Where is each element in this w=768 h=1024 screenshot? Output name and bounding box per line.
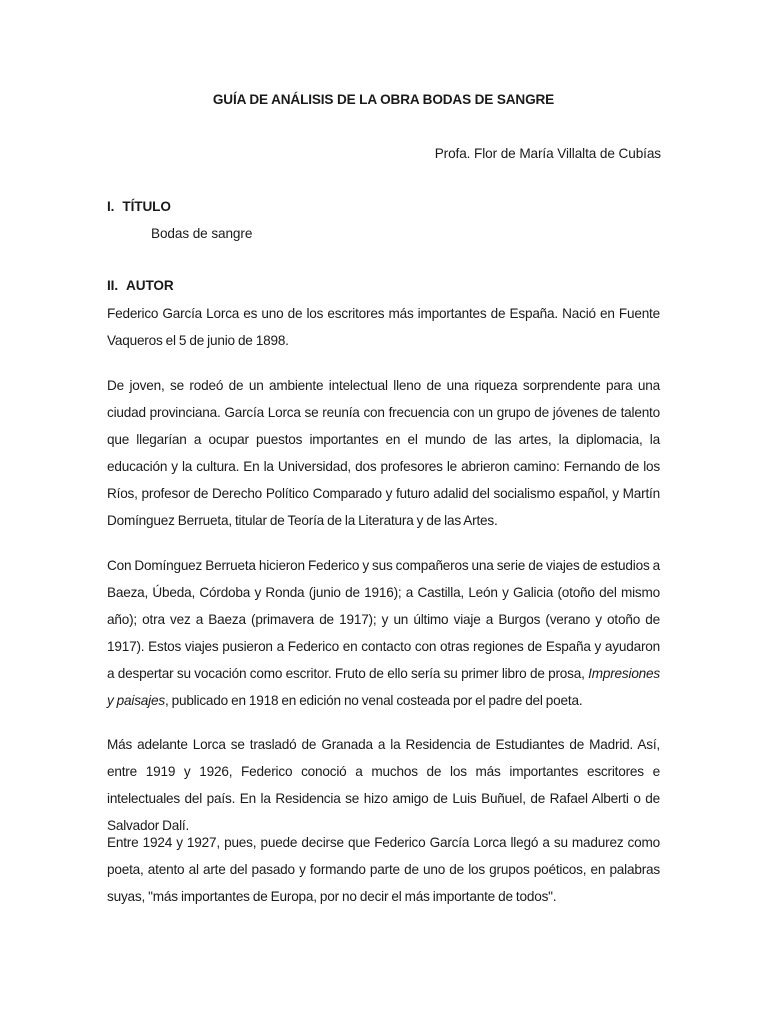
section-number: II. [107,278,119,293]
section-heading-titulo [107,199,171,214]
section-number: I. [107,199,115,214]
paragraph-4: Más adelante Lorca se trasladó de Granada a la Residencia de Estudiantes de Madrid. Así, entre 1919 y 1926, Federico conoció a muchos de los más importantes escritores e intelectuales del país. En la Residencia se hizo amigo de Luis Buñuel, de Rafael Alberti o de Salvador Dalí. [107,737,660,833]
paragraph-2: De joven, se rodeó de un ambiente intelectual lleno de una riqueza sorprendente para una ciudad provinciana. García Lorca se reunía con frecuencia con un grupo de jóvenes de talento que llegarían a ocupar puestos importantes en el mundo de las artes, la diplomacia, la educación y la cultura. En la Universidad, dos profesores le abrieron camino: Fernando de los Ríos, profesor de Derecho Político Comparado y futuro adalid del socialismo español, y Martín Domínguez Berrueta, titular de Teoría de la Literatura y de las Artes. [107,378,660,528]
paragraph-3-text-end: , publicado en 1918 en edición no venal costeada por el padre del poeta. [164,693,583,708]
book-title-italic: Impresiones y paisajes [107,666,660,708]
document-title: GUÍA DE ANÁLISIS DE LA OBRA BODAS DE SANGRE [212,92,555,107]
work-title-value: Bodas de sangre [151,226,253,241]
document-author: Profa. Flor de María Villalta de Cubías [434,146,661,161]
paragraph-3 [107,552,660,714]
section-heading-autor [107,278,174,293]
paragraph-1: Federico García Lorca es uno de los escritores más importantes de España. Nació en Fuente Vaqueros el 5 de junio de 1898. [107,306,660,348]
paragraph-5: Entre 1924 y 1927, pues, puede decirse que Federico García Lorca llegó a su madurez como poeta, atento al arte del pasado y formando parte de uno de los grupos poéticos, en palabras suyas, "más importantes de Europa, por no decir el más importante de todos". [107,835,660,904]
section-heading-label: TÍTULO [122,199,171,214]
section-heading-label: AUTOR [126,278,174,293]
paragraph-3-text: Con Domínguez Berrueta hicieron Federico y sus compañeros una serie de viajes de estudios a Baeza, Úbeda, Córdoba y Ronda (junio de 1916); a Castilla, León y Galicia (otoño del mismo año); otra vez a Baeza (primavera de 1917); y un último viaje a Burgos (verano y otoño de 1917). Estos viajes pusieron a Federico en contacto con otras regiones de España y ayudaron a despertar su vocación como escritor. Fruto de ello sería su primer libro de prosa, [107,558,660,681]
